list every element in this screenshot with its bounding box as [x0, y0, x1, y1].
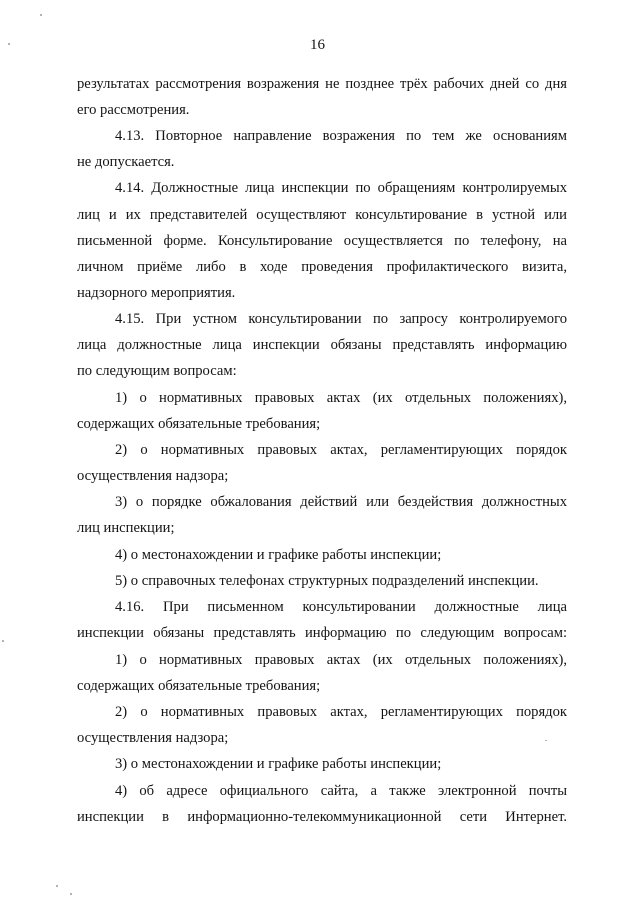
scan-speck: [56, 885, 58, 887]
text-line: 2) о нормативных правовых актах, регламентирующих порядок: [115, 704, 567, 720]
text-line: инспекции в информационно-телекоммуникационной сети Интернет.: [77, 809, 567, 825]
text-line: 4.14. Должностные лица инспекции по обращениям контролируемых: [115, 180, 567, 196]
scan-speck: [2, 640, 4, 642]
text-line: содержащих обязательные требования;: [77, 416, 321, 432]
text-line: 2) о нормативных правовых актах, регламентирующих порядок: [115, 442, 567, 458]
text-line: не допускается.: [77, 154, 175, 170]
text-line: надзорного мероприятия.: [77, 285, 236, 301]
scan-speck: [70, 893, 72, 895]
text-line: 4.15. При устном консультировании по запросу контролируемого: [115, 311, 567, 327]
text-line: по следующим вопросам:: [77, 363, 237, 379]
text-line: инспекции обязаны представлять информацию по следующим вопросам:: [77, 625, 567, 641]
text-line: 4) о местонахождении и графике работы инспекции;: [115, 547, 442, 563]
text-line: личном приёме либо в ходе проведения профилактического визита,: [77, 259, 567, 275]
text-line: 5) о справочных телефонах структурных подразделений инспекции.: [115, 573, 539, 589]
page-number: 16: [310, 37, 325, 53]
text-line: 1) о нормативных правовых актах (их отдельных положениях),: [115, 652, 567, 668]
text-line: результатах рассмотрения возражения не позднее трёх рабочих дней со дня: [77, 76, 567, 92]
scan-speck: [8, 43, 10, 45]
text-line: 4.16. При письменном консультировании должностные лица: [115, 599, 567, 615]
text-line: 4) об адресе официального сайта, а также электронной почты: [115, 783, 567, 799]
text-line: лиц и их представителей осуществляют консультирование в устной или: [77, 207, 567, 223]
scan-speck: [40, 14, 42, 16]
text-line: 3) о местонахождении и графике работы инспекции;: [115, 756, 442, 772]
text-line: осуществления надзора;: [77, 730, 229, 746]
text-line: осуществления надзора;: [77, 468, 229, 484]
text-line: лиц инспекции;: [77, 520, 175, 536]
text-line: 1) о нормативных правовых актах (их отдельных положениях),: [115, 390, 567, 406]
text-line: 3) о порядке обжалования действий или бездействия должностных: [115, 494, 567, 510]
scan-speck: [545, 740, 547, 741]
text-line: содержащих обязательные требования;: [77, 678, 321, 694]
text-line: письменной форме. Консультирование осуществляется по телефону, на: [77, 233, 567, 249]
text-line: лица должностные лица инспекции обязаны представлять информацию: [77, 337, 567, 353]
text-line: его рассмотрения.: [77, 102, 190, 118]
text-line: 4.13. Повторное направление возражения по тем же основаниям: [115, 128, 567, 144]
